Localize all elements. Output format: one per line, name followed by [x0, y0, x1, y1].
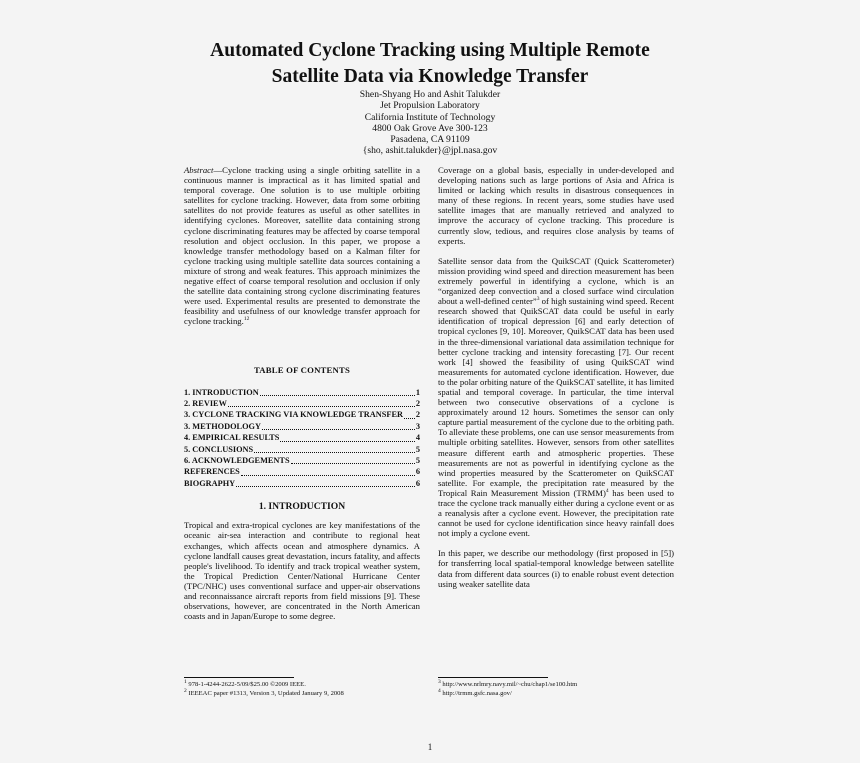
footnote-rule — [184, 677, 294, 678]
introduction-paragraph: Tropical and extra-tropical cyclones are key manifestations of the oceanic air-sea interaction and contribute to regional heat exchanges, which affects ocean and atmosphere dynamics. A cyclone landfall causes great devastation, incurs fatality, and affects people's livelihood. To identify and track tropical weather system, the Tropical Prediction Center/National Hurricane Center (TPC/NHC) uses conventional surface and upper-air observations and reconnaissance aircraft reports from field missions [9]. These observations, however, are concentrated in the North American coasts and in Japan/Europe to some degree. — [184, 520, 420, 622]
introduction-heading: 1. INTRODUCTION — [258, 501, 346, 513]
paragraph-methodology: In this paper, we describe our methodology (first proposed in [5]) for transferring local spatial-temporal knowledge between satellite data from different data sources (i) to enable robust event detection using weaker satellite data — [438, 548, 674, 589]
toc-heading: TABLE OF CONTENTS — [253, 364, 351, 375]
footnote: $^4$ http://trmm.gsfc.nasa.gov/ — [438, 687, 512, 697]
author-affiliation: Jet Propulsion Laboratory — [380, 100, 480, 112]
toc-item: 2. REVIEW 2 — [184, 399, 420, 408]
right-column — [438, 165, 674, 599]
footnotes-left — [184, 677, 420, 698]
author-address: 4800 Oak Grove Ave 300-123 — [372, 122, 488, 134]
author-block — [0, 89, 860, 157]
footnote-link[interactable]: http://www.nrlmry.navy.mil/~chu/chap1/se100.htm — [442, 681, 578, 688]
toc-item: BIOGRAPHY 6 — [184, 478, 420, 488]
toc-item: 5. CONCLUSIONS 5 — [184, 444, 420, 454]
toc-item: 3. CYCLONE TRACKING VIA KNOWLEDGE TRANSFER 2 — [184, 410, 420, 420]
toc-item: 3. METHODOLOGY 3 — [184, 421, 420, 431]
title-line-2: Satellite Data via Knowledge Transfer — [271, 66, 589, 87]
paragraph-quikscat: Satellite sensor data from the QuikSCAT (Quick Scatterometer) mission providing wind speed and direction measurement has been extremely powerful in identifying a cyclone, which is an “organized deep convection and a closed surface wind circulation about a well-defined center”$^3$ of high sustaining wind speed. Recent research showed that QuikSCAT data could be useful in early identification of tropical depression [6] and early detection of tropical cyclones [9, 10]. Moreover, QuikSCAT data has been used in the three-dimensional variational data assimilation technique for better cyclone tracking and intensity forecasting [7]. Our recent work [4] showed the feasibility of using QuikSCAT wind measurements for automated cyclone identification. However, due to the polar orbiting nature of the QuikSCAT satellite, it has limited spatial and temporal coverage. In particular, the time interval between two consecutive observations of a cyclone is approximately around 12 hours. Sometimes the sensor can only capture partial measurement of the cyclone due to the orbiting path. To alleviate these problems, one can use sensor measurements from multiple orbiting satellites. However, sensors from other satellites measure different earth and atmospheric properties. These measurements are not as powerful in identifying cyclone as the wind properties measured by the Scatterometer on QuikSCAT satellite. For example, the precipitation rate measured by the Tropical Rain Measurement Mission (TRMM)$^4$ has been used to trace the cyclone track manually either during a cyclone event or as a reanalysis after a cyclone event. However, the precipitation rate cannot be used for cyclone identification since heavy rainfall does not imply a cyclone event. — [438, 255, 674, 539]
footnote-rule — [438, 677, 548, 678]
toc-item: 1. INTRODUCTION 1 — [184, 387, 420, 397]
footnote: $^3$ http://www.nrlmry.navy.mil/~chu/chap1/se100.htm — [438, 678, 578, 688]
footnote: $^2$ IEEEAC paper #1313, Version 3, Updated January 9, 2008 — [184, 687, 344, 697]
footnotes-right — [438, 677, 674, 698]
footnote-link[interactable]: http://trmm.gsfc.nasa.gov/ — [442, 690, 512, 697]
toc-item: 4. EMPIRICAL RESULTS 4 — [184, 433, 420, 443]
footnote-mark: 4 — [605, 488, 609, 495]
table-of-contents — [184, 387, 420, 490]
abstract — [184, 165, 420, 327]
toc-item: REFERENCES 6 — [184, 467, 420, 477]
title-line-1: Automated Cyclone Tracking using Multiple Remote — [210, 40, 650, 61]
abstract-footnote-mark: 12 — [243, 316, 250, 323]
abstract-text: —Cyclone tracking using a single orbiting satellite in a continuous manner is impractical as it has limited spatial and temporal coverage. One solution is to use multiple orbiting satellites for cyclone tracking. However, data from some orbiting satellites do not provide features as useful as other satellites in identifying cyclones. Moreover, satellite data containing strong cyclone discriminating features may be affected by coarse temporal resolution and object occlusion. In this paper, we propose a knowledge transfer methodology based on a Kalman filter for cyclone tracking using multiple satellite data sources containing a mixture of strong and weak features. This approach minimizes the negative effect of coarse temporal resolution and occlusion if only the satellite data containing strong cyclone discriminating features were used. Experimental results are presented to demonstrate the feasibility and usefulness of our knowledge transfer approach for cyclone tracking. — [184, 165, 420, 327]
footnote: $^1$ 978-1-4244-2622-5/09/$25.00 ©2009 IEEE. — [184, 678, 306, 688]
author-names: Shen-Shyang Ho and Ashit Talukder — [359, 89, 501, 100]
paragraph-coverage: Coverage on a global basis, especially in under-developed and developing nations such as large portions of Asia and Africa is limited or lacking which results in disastrous consequences in many of these regions. In recent years, some studies have used satellite images that are manually retrieved and analyzed to improve the accuracy of cyclone tracking. This procedure is currently slow, tedious, and requires close analysis by teams of experts. — [438, 165, 674, 246]
author-institution: California Institute of Technology — [364, 111, 496, 123]
toc-item: 6. ACKNOWLEDGEMENTS 5 — [184, 456, 420, 466]
footnote-mark: 3 — [536, 296, 540, 303]
author-city: Pasadena, CA 91109 — [390, 134, 470, 146]
left-column — [184, 165, 420, 631]
author-email: {sho, ashit.talukder}@jpl.nasa.gov — [362, 145, 498, 157]
page-number: 1 — [427, 742, 433, 752]
paper-title — [0, 38, 860, 90]
abstract-label: Abstract — [184, 165, 214, 175]
